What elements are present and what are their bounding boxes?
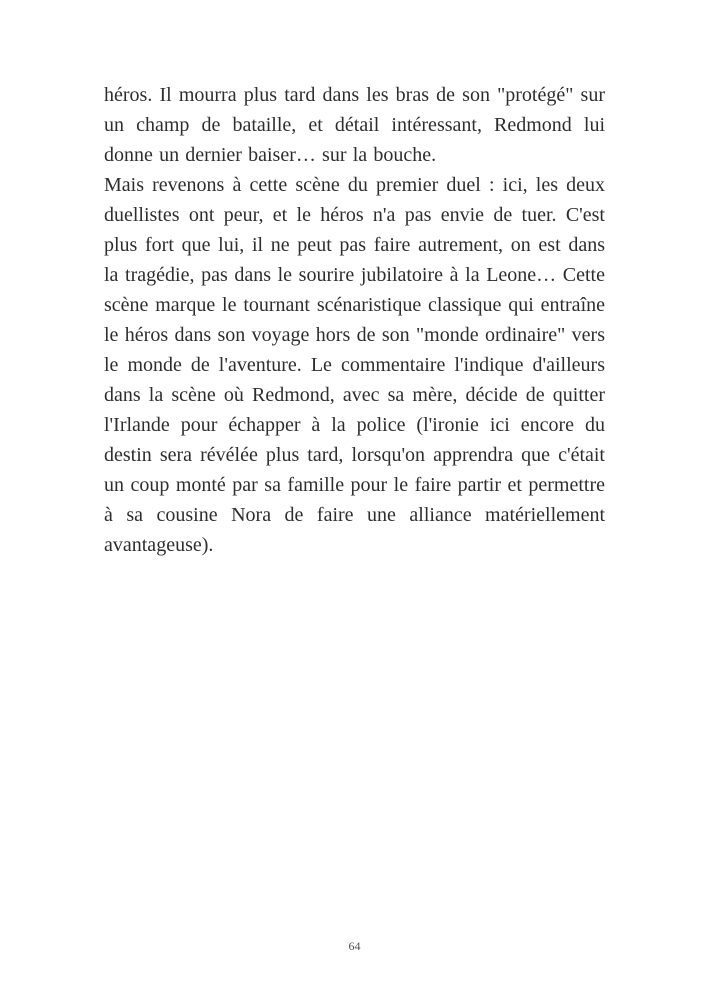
page-text	[104, 80, 605, 560]
page-number: 64	[348, 939, 361, 953]
paragraph: Mais revenons à cette scène du premier duel : ici, les deux duellistes ont peur, et le héros n'a pas envie de tuer. C'est plus fort que lui, il ne peut pas faire autrement, on est dans la tragédie, pas dans le sourire jubilatoire à la Leone… Cette scène marque le tournant scénaristique classique qui entraîne le héros dans son voyage hors de son "monde ordinaire" vers le monde de l'aventure. Le commentaire l'indique d'ailleurs dans la scène où Redmond, avec sa mère, décide de quitter l'Irlande pour échapper à la police (l'ironie ici encore du destin sera révélée plus tard, lorsqu'on apprendra que c'était un coup monté par sa famille pour le faire partir et permettre à sa cousine Nora de faire une alliance matériellement avantageuse).	[104, 174, 605, 556]
paragraph: héros. Il mourra plus tard dans les bras de son "protégé" sur un champ de bataille, et détail intéressant, Redmond lui donne un dernier baiser… sur la bouche.	[104, 84, 605, 166]
